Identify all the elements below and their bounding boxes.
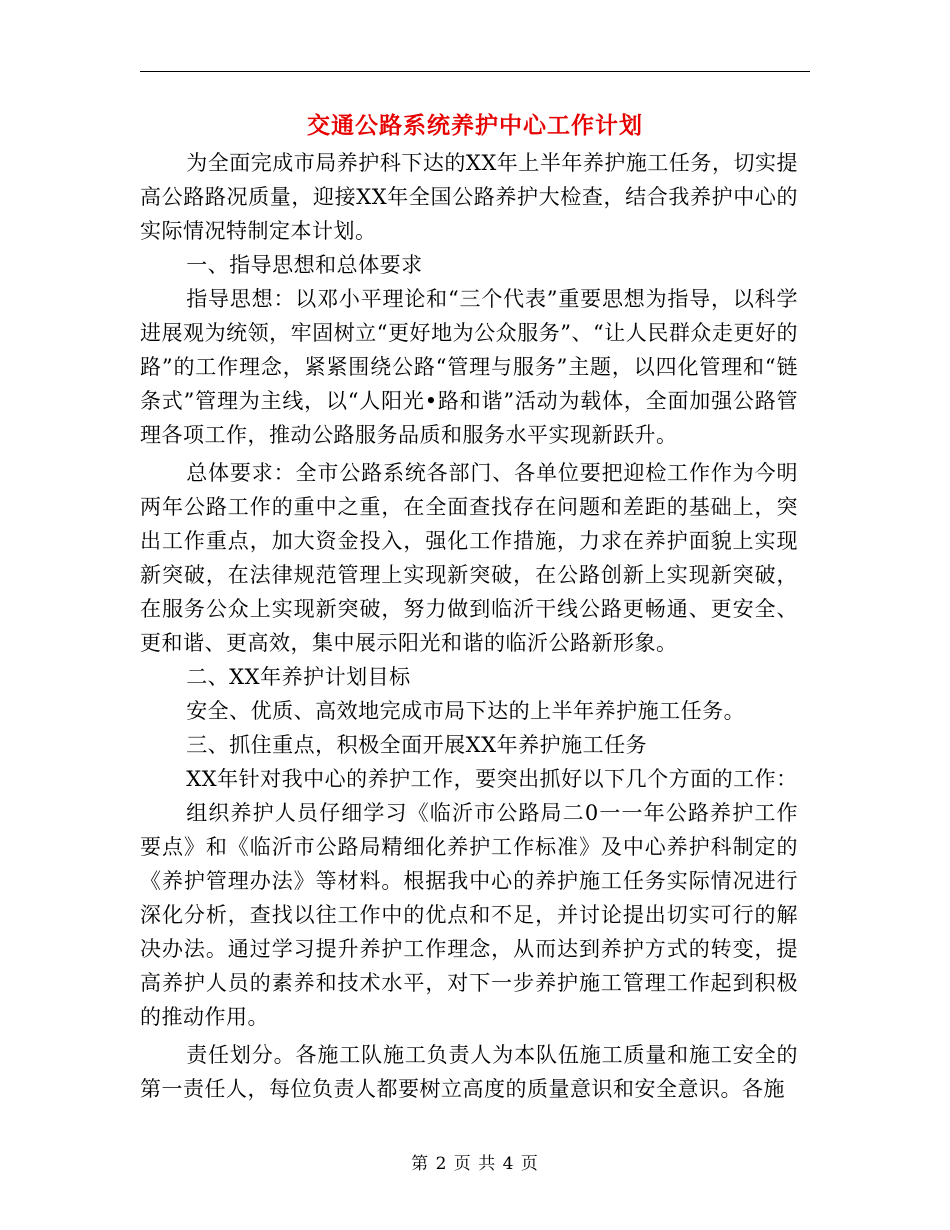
paragraph-guiding-thought: 指导思想：以邓小平理论和“三个代表”重要思想为指导，以科学进展观为统领，牢固树立“更好地为公众服务”、“让人民群众走更好的路”的工作理念，紧紧围绕公路“管理与服务”主题，以四化管理和“链条式”管理为主线，以“人阳光•路和谐”活动为载体，全面加强公路管理各项工作，推动公路服务品质和服务水平实现新跃升。 [140,287,798,447]
paragraph-intro: 为全面完成市局养护科下达的XX年上半年养护施工任务，切实提高公路路况质量，迎接XX年全国公路养护大检查，结合我养护中心的实际情况特制定本计划。 [140,151,798,243]
header-rule [140,71,810,72]
document-title: 交通公路系统养护中心工作计划 [307,112,643,139]
paragraph-study: 组织养护人员仔细学习《临沂市公路局二0一一年公路养护工作要点》和《临沂市公路局精细化养护工作标准》及中心养护科制定的《养护管理办法》等材料。根据我中心的养护施工任务实际情况进行深化分析，查找以往工作中的优点和不足，并讨论提出切实可行的解决办法。通过学习提升养护工作理念，从而达到养护方式的转变，提高养护人员的素养和技术水平，对下一步养护施工管理工作起到积极的推动作用。 [140,801,798,1029]
paragraph-responsibility: 责任划分。各施工队施工负责人为本队伍施工质量和施工安全的第一责任人，每位负责人都要树立高度的质量意识和安全意识。各施 [140,1043,798,1101]
section-heading-1: 一、指导思想和总体要求 [186,253,423,277]
paragraph-key-areas: XX年针对我中心的养护工作，要突出抓好以下几个方面的工作： [186,767,798,791]
document-body [140,146,798,1106]
page-number: 第 2 页 共 4 页 [411,1154,539,1174]
section-heading-2: 二、XX年养护计划目标 [186,665,411,689]
paragraph-plan-goal: 安全、优质、高效地完成市局下达的上半年养护施工任务。 [186,699,746,723]
paragraph-overall-requirements: 总体要求：全市公路系统各部门、各单位要把迎检工作作为今明两年公路工作的重中之重，在全面查找存在问题和差距的基础上，突出工作重点，加大资金投入，强化工作措施，力求在养护面貌上实现新突破，在法律规范管理上实现新突破，在公路创新上实现新突破，在服务公众上实现新突破，努力做到临沂干线公路更畅通、更安全、更和谐、更高效，集中展示阳光和谐的临沂公路新形象。 [140,461,798,655]
section-heading-3: 三、抓住重点，积极全面开展XX年养护施工任务 [186,733,648,757]
